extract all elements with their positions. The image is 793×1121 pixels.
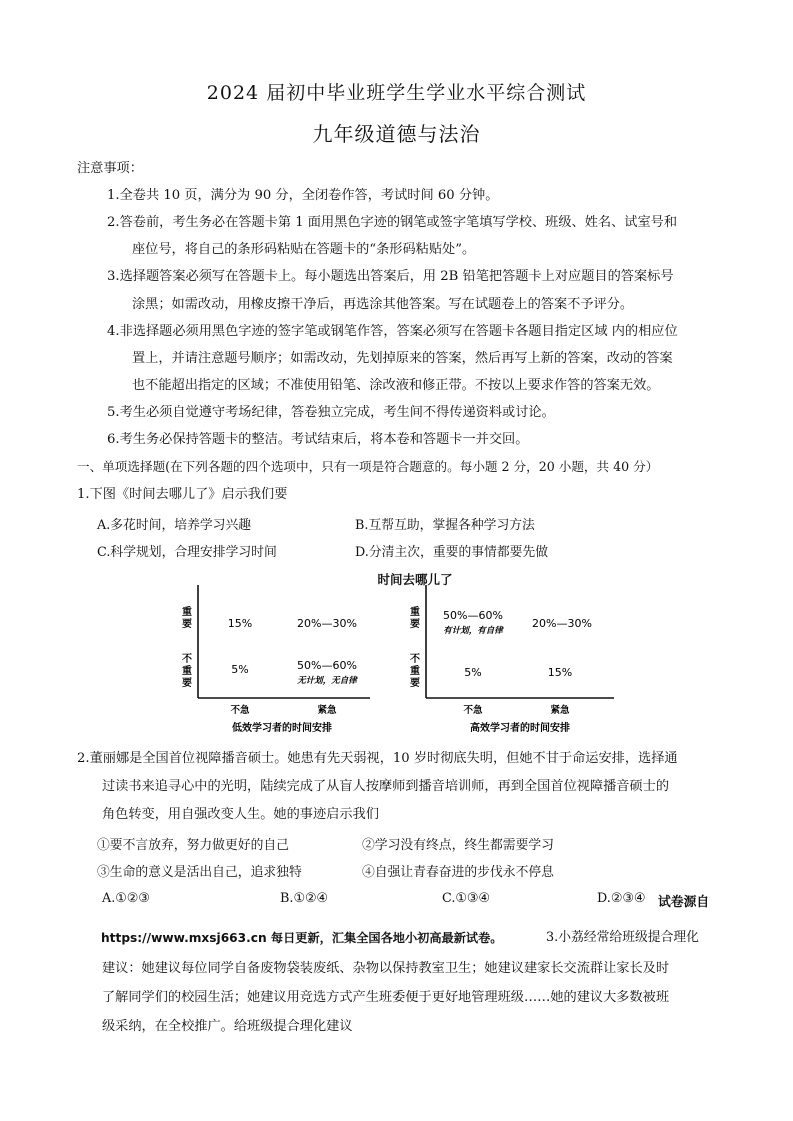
notice-line: 3.选择题答案必须写在答题卡上。每小题选出答案后，用 2B 铅笔把答题卡上对应题目的答案标号 xyxy=(107,269,674,284)
notice-line: 6.考生务必保持答题卡的整洁。考试结束后，将本卷和答题卡一并交回。 xyxy=(107,432,529,447)
chart-low-xlabel: 不急 xyxy=(230,705,250,716)
chart-low-ylabel-important: 重 xyxy=(182,607,192,618)
question-1-stem: 1.下图《时间去哪儿了》启示我们要 xyxy=(77,487,288,502)
chart-high-xlabel: 紧急 xyxy=(550,705,570,716)
chart-low-cell-note: 无计划，无自律 xyxy=(297,676,357,686)
notice-line: 1.全卷共 10 页，满分为 90 分，全闭卷作答，考试时间 60 分钟。 xyxy=(107,188,499,203)
chart-low-cell-unimportant-urgent: 50%—60% xyxy=(297,659,357,672)
question-2-stem: 过读书来追寻心中的光明，陆续完成了从盲人按摩师到播音培训师，再到全国首位视障播音硕士的 xyxy=(102,779,670,794)
question-2-option-b: B.①②④ xyxy=(280,891,328,906)
notice-line: 5.考生必须自觉遵守考场纪律，答卷独立完成，考生间不得传递资料或讨论。 xyxy=(107,405,555,420)
chart-low-ylabel-unimportant: 重 xyxy=(182,666,192,677)
chart-high-cell-unimportant-noturgent: 5% xyxy=(464,666,482,679)
question-2-option-c: C.①③④ xyxy=(442,891,490,906)
notice-heading: 注意事项： xyxy=(77,161,143,176)
chart-low-ylabel-unimportant: 不 xyxy=(182,654,192,665)
question-3-stem: 了解同学们的校园生活；她建议用竞选方式产生班委便于更好地管理班级……她的建议大多数被班 xyxy=(102,990,670,1005)
question-3-stem: 建议：她建议每位同学自备废物袋装废纸、杂物以保持教室卫生；她建议建家长交流群让家长及时 xyxy=(102,961,670,976)
exam-title: 2024 届初中毕业班学生学业水平综合测试 xyxy=(206,82,587,104)
question-2-item-1: ①要不言放弃，努力做更好的自己 xyxy=(97,838,289,853)
notice-line: 也不能超出指定的区域；不准使用铅笔、涂改液和修正带。不按以上要求作答的答案无效。 xyxy=(132,378,660,393)
question-2-stem: 2.董丽娜是全国首位视障播音硕士。她患有先天弱视，10 岁时彻底失明，但她不甘于命运安排，选择通 xyxy=(77,751,678,766)
notice-line: 置上，并请注意题号顺序；如需改动，先划掉原来的答案，然后再写上新的答案，改动的答案 xyxy=(132,351,673,366)
question-2-option-a: A.①②③ xyxy=(102,891,150,906)
chart-high-ylabel-unimportant: 要 xyxy=(410,678,420,689)
chart-low-cell-unimportant-noturgent: 5% xyxy=(231,663,249,676)
chart-high-axes xyxy=(426,585,614,698)
chart-high-xlabel: 不急 xyxy=(463,705,483,716)
notice-line: 座位号，将自己的条形码粘贴在答题卡的“条形码粘贴处”。 xyxy=(132,242,476,257)
notice-line: 涂黑；如需改动，用橡皮擦干净后，再选涂其他答案。写在试题卷上的答案不予评分。 xyxy=(132,297,634,312)
watermark-text: https://www.mxsj663.cn 每日更新，汇集全国各地小初高最新试卷。 xyxy=(101,931,503,945)
chart-high-ylabel-important: 重 xyxy=(410,607,420,618)
time-matrix-charts xyxy=(170,585,620,740)
question-2-item-4: ④自强让青春奋进的步伐永不停息 xyxy=(362,865,554,880)
notice-line: 4.非选择题必须用黑色字迹的签字笔或钢笔作答，答案必须写在答题卡各题目指定区域 内的相应位 xyxy=(107,324,678,339)
chart-low-ylabel-unimportant: 要 xyxy=(182,678,192,689)
question-2-item-2: ②学习没有终点，终生都需要学习 xyxy=(362,838,554,853)
exam-subject: 九年级道德与法治 xyxy=(312,122,481,146)
question-3-stem: 级采纳，在全校推广。给班级提合理化建议 xyxy=(102,1019,353,1034)
chart-title: 时间去哪儿了 xyxy=(377,572,453,587)
chart-high-ylabel-important: 要 xyxy=(410,619,420,630)
question-1-option-b: B.互帮互助，掌握各种学习方法 xyxy=(355,518,535,533)
chart-high-ylabel-unimportant: 不 xyxy=(410,654,420,665)
question-2-item-3: ③生命的意义是活出自己，追求独特 xyxy=(97,865,302,880)
question-1-option-c: C.科学规划，合理安排学习时间 xyxy=(97,545,277,560)
chart-high-cell-unimportant-urgent: 15% xyxy=(547,666,573,679)
chart-low-cell-important-urgent: 20%—30% xyxy=(297,617,357,630)
notice-line: 2.答卷前，考生务必在答题卡第 1 面用黑色字迹的钢笔或签字笔填写学校、班级、姓名、试室号和 xyxy=(107,215,678,230)
chart-low-xlabel: 紧急 xyxy=(317,705,337,716)
question-3-stem-start: 3.小荔经常给班级提合理化 xyxy=(546,930,699,945)
chart-low-ylabel-important: 要 xyxy=(182,619,192,630)
chart-high-cell-important-urgent: 20%—30% xyxy=(532,617,592,630)
question-1-option-d: D.分清主次，重要的事情都要先做 xyxy=(355,545,549,560)
chart-high-caption: 高效学习者的时间安排 xyxy=(470,723,570,734)
watermark-tail: 试卷源自 xyxy=(658,895,710,910)
question-1-option-a: A.多花时间，培养学习兴趣 xyxy=(97,518,252,533)
chart-high-cell-note: 有计划，有自律 xyxy=(443,626,503,636)
question-2-option-d: D.②③④ xyxy=(597,891,646,906)
chart-high-cell-important-noturgent: 50%—60% xyxy=(443,609,503,622)
chart-low-caption: 低效学习者的时间安排 xyxy=(232,723,332,734)
question-2-stem: 角色转变，用自强改变人生。她的事迹启示我们 xyxy=(102,807,379,822)
section-heading: 一、单项选择题(在下列各题的四个选项中，只有一项是符合题意的。每小题 2 分，20 小题，共 40 分） xyxy=(77,459,659,474)
chart-low-cell-important-noturgent: 15% xyxy=(227,617,253,630)
chart-high-ylabel-unimportant: 重 xyxy=(410,666,420,677)
